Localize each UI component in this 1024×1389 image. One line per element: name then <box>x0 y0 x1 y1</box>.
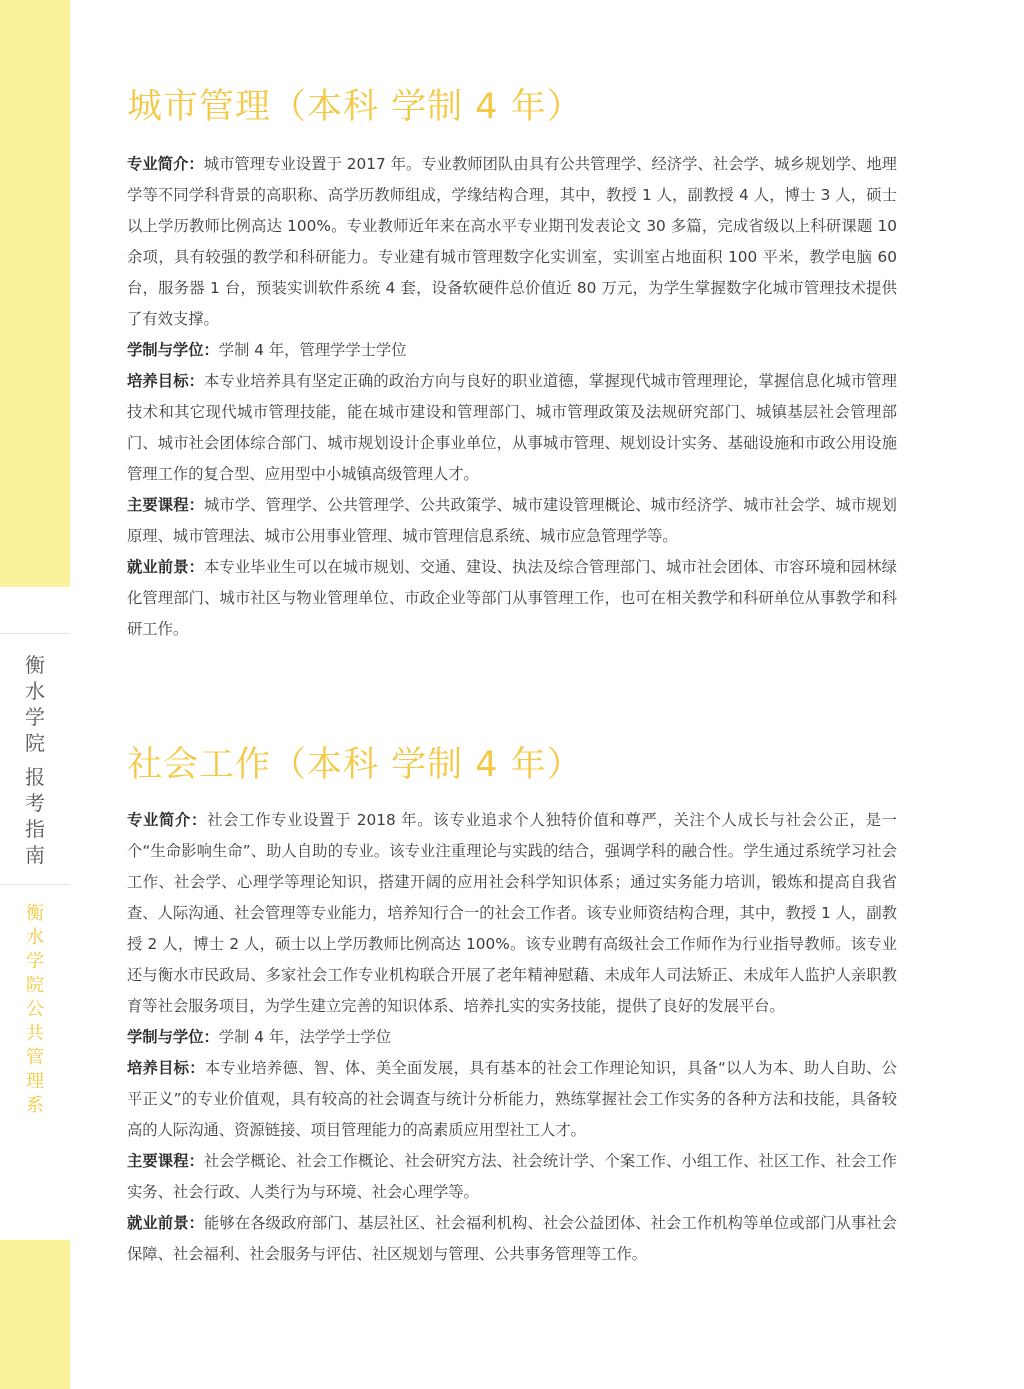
guide-char: 报 <box>25 765 45 789</box>
school-char: 水 <box>25 679 45 703</box>
school-char: 学 <box>25 705 45 729</box>
paragraph-intro <box>127 805 897 1022</box>
department-vertical-label <box>0 905 70 1121</box>
paragraph-text: 城市学、管理学、公共管理学、公共政策学、城市建设管理概论、城市经济学、城市社会学、城市规划原理、城市管理法、城市公用事业管理、城市管理信息系统、城市应急管理学等。 <box>127 496 897 545</box>
paragraph-text: 本专业毕业生可以在城市规划、交通、建设、执法及综合管理部门、城市社会团体、市容环境和园林绿化管理部门、城市社区与物业管理单位、市政企业等部门从事管理工作，也可在相关教学和科研单位从事教学和科研工作。 <box>127 558 897 638</box>
guide-char: 南 <box>25 843 45 867</box>
section-body-social-work <box>127 805 897 1270</box>
paragraph-degree <box>127 1022 897 1053</box>
school-guide-vertical-label <box>0 655 70 871</box>
dept-char: 水 <box>26 927 44 948</box>
school-char: 院 <box>25 731 45 755</box>
paragraph-text: 能够在各级政府部门、基层社区、社会福利机构、社会公益团体、社会工作机构等单位或部门从事社会保障、社会福利、社会服务与评估、社区规划与管理、公共事务管理等工作。 <box>127 1214 897 1263</box>
paragraph-text: 本专业培养德、智、体、美全面发展，具有基本的社会工作理论知识，具备“以人为本、助人自助、公平正义”的专业价值观，具有较高的社会调查与统计分析能力，熟练掌握社会工作实务的各种方法和技能，具备较高的人际沟通、资源链接、项目管理能力的高素质应用型社工人才。 <box>127 1059 897 1139</box>
section-body-urban-management <box>127 149 897 645</box>
paragraph-text: 社会学概论、社会工作概论、社会研究方法、社会统计学、个案工作、小组工作、社区工作、社会工作实务、社会行政、人类行为与环境、社会心理学等。 <box>127 1152 897 1201</box>
school-char: 衡 <box>25 653 45 677</box>
paragraph-label: 学制与学位： <box>127 341 219 359</box>
paragraph-courses <box>127 490 897 552</box>
dept-char: 公 <box>26 999 44 1020</box>
paragraph-text: 学制 4 年，法学学士学位 <box>218 1028 392 1046</box>
paragraph-label: 专业简介： <box>127 811 208 829</box>
guide-char: 指 <box>25 817 45 841</box>
side-strip <box>0 0 70 1389</box>
paragraph-label: 专业简介： <box>127 155 204 173</box>
section-title-social-work: 社会工作（本科 学制 4 年） <box>127 745 583 785</box>
side-strip-accent-top <box>0 0 70 587</box>
paragraph-text: 学制 4 年，管理学学士学位 <box>218 341 407 359</box>
side-divider-top <box>0 633 70 634</box>
paragraph-label: 主要课程： <box>127 496 205 514</box>
dept-char: 共 <box>26 1023 44 1044</box>
paragraph-text: 本专业培养具有坚定正确的政治方向与良好的职业道德，掌握现代城市管理理论，掌握信息化城市管理技术和其它现代城市管理技能，能在城市建设和管理部门、城市管理政策及法规研究部门、城镇基层社会管理部门、城市社会团体综合部门、城市规划设计企事业单位，从事城市管理、规划设计实务、基础设施和市政公用设施管理工作的复合型、应用型中小城镇高级管理人才。 <box>127 372 897 483</box>
paragraph-label: 学制与学位： <box>127 1028 219 1046</box>
dept-char: 系 <box>26 1095 44 1116</box>
paragraph-text: 社会工作专业设置于 2018 年。该专业追求个人独特价值和尊严，关注个人成长与社会公正，是一个“生命影响生命”、助人自助的专业。该专业注重理论与实践的结合，强调学科的融合性。学生通过系统学习社会工作、社会学、心理学等理论知识，搭建开阔的应用社会科学知识体系；通过实务能力培训，锻炼和提高自我省查、人际沟通、社会管理等专业能力，培养知行合一的社会工作者。该专业师资结构合理，其中，教授 1 人，副教授 2 人，博士 2 人，硕士以上学历教师比例高达 100%。该专业聘有高级社会工作师作为行业指导教师。该专业还与衡水市民政局、多家社会工作专业机构联合开展了老年精神慰藉、未成年人司法矫正、未成年人监护人亲职教育等社会服务项目，为学生建立完善的知识体系、培养扎实的实务技能，提供了良好的发展平台。 <box>127 811 897 1015</box>
side-strip-accent-bottom <box>0 1240 70 1389</box>
paragraph-courses <box>127 1146 897 1208</box>
paragraph-intro <box>127 149 897 335</box>
paragraph-label: 培养目标： <box>127 1059 205 1077</box>
paragraph-objective <box>127 366 897 490</box>
dept-char: 学 <box>26 951 44 972</box>
dept-char: 院 <box>26 975 44 996</box>
dept-char: 管 <box>26 1047 44 1068</box>
guide-char: 考 <box>25 791 45 815</box>
paragraph-label: 就业前景： <box>127 558 205 576</box>
side-divider-bottom <box>0 884 70 885</box>
paragraph-label: 培养目标： <box>127 372 205 390</box>
paragraph-label: 就业前景： <box>127 1214 205 1232</box>
paragraph-career <box>127 1208 897 1270</box>
paragraph-text: 城市管理专业设置于 2017 年。专业教师团队由具有公共管理学、经济学、社会学、城乡规划学、地理学等不同学科背景的高职称、高学历教师组成，学缘结构合理，其中，教授 1 人，副教授 4 人，博士 3 人，硕士以上学历教师比例高达 100%。专业教师近年来在高水平专业期刊发表论文 30 多篇，完成省级以上科研课题 10 余项，具有较强的教学和科研能力。专业建有城市管理数字化实训室，实训室占地面积 100 平米，教学电脑 60 台，服务器 1 台，预装实训软件系统 4 套，设备软硬件总价值近 80 万元，为学生掌握数字化城市管理技术提供了有效支撑。 <box>127 155 897 328</box>
dept-char: 理 <box>26 1071 44 1092</box>
paragraph-career <box>127 552 897 645</box>
paragraph-objective <box>127 1053 897 1146</box>
paragraph-label: 主要课程： <box>127 1152 205 1170</box>
section-title-urban-management: 城市管理（本科 学制 4 年） <box>127 87 583 127</box>
paragraph-degree <box>127 335 897 366</box>
dept-char: 衡 <box>26 903 44 924</box>
